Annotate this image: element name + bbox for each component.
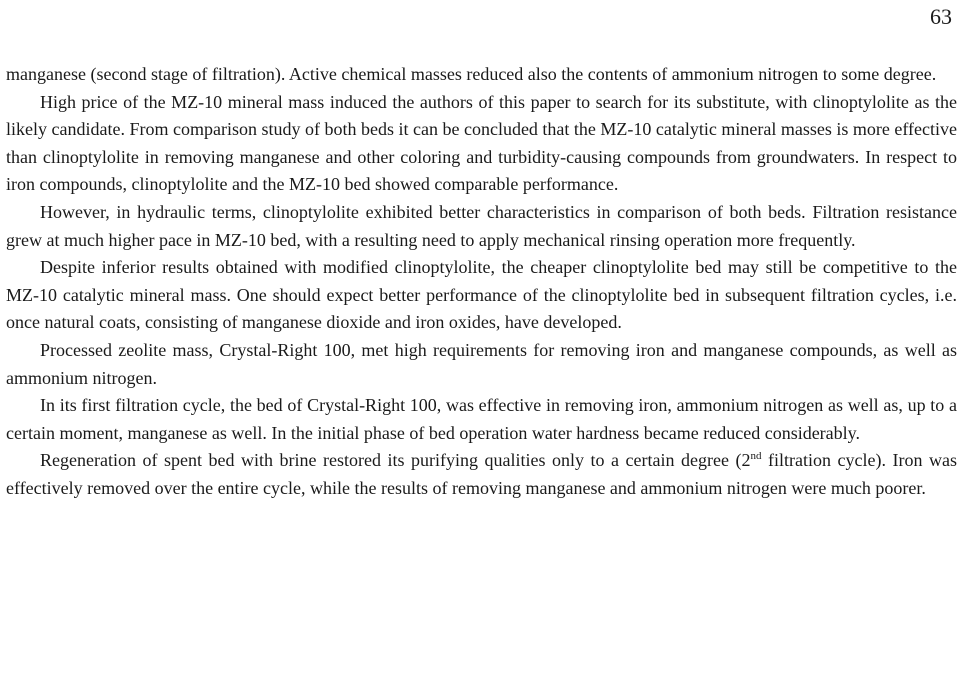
paragraph-7-start: Regeneration of spent bed with brine restored its purifying qualities only to a certain degree (2 [40,450,751,471]
paragraph-1: manganese (second stage of filtration). Active chemical masses reduced also the contents of ammonium nitrogen to some degree. [6,64,937,84]
paragraph-6: In its first filtration cycle, the bed of Crystal-Right 100, was effective in removing iron, ammonium nitrogen as well as, up to a certain moment, manganese as well. In the initial phase of bed operation water hardness became reduced considerably. [6,395,957,443]
paragraph-7-end: filtration cycle). Iron was effectively removed over the entire cycle, while the results of removing manganese and ammonium nitrogen were much poorer. [6,450,957,498]
ordinal-superscript: nd [750,450,762,463]
paragraph-5: Processed zeolite mass, Crystal-Right 100, met high requirements for removing iron and manganese compounds, as well as ammonium nitrogen. [6,339,957,388]
paragraph-4: Despite inferior results obtained with modified clinoptylolite, the cheaper clinoptylolite bed may still be competitive to the MZ-10 catalytic mineral mass. One should expect better performance of the clinoptylolite bed in subsequent filtration cycles, i.e. once natural coats, consisting of manganese dioxide and iron oxides, have developed. [6,257,957,333]
body-text [6,61,957,503]
paragraph-3: However, in hydraulic terms, clinoptylolite exhibited better characteristics in comparison of both beds. Filtration resistance grew at much higher pace in MZ-10 bed, with a resulting need to apply mechanical rinsing operation more frequently. [6,201,957,250]
paragraph-2: High price of the MZ-10 mineral mass induced the authors of this paper to search for its substitute, with clinoptylolite as the likely candidate. From comparison study of both beds it can be concluded that the MZ-10 catalytic mineral masses is more effective than clinoptylolite in removing manganese and other coloring and turbidity-causing compounds from groundwaters. In respect to iron compounds, clinoptylolite and the MZ-10 bed showed comparable performance. [6,91,957,195]
page-number: 63 [930,4,952,29]
paragraph-7 [6,447,957,502]
